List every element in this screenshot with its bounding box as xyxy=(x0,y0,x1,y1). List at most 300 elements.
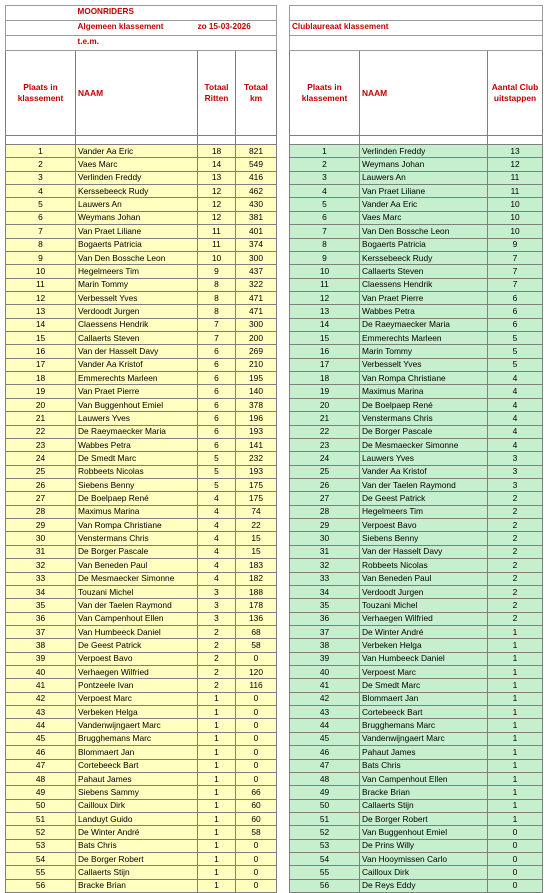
km-cell: 378 xyxy=(236,398,277,411)
name-cell: Van Buggenhout Emiel xyxy=(76,398,198,411)
table-row xyxy=(6,505,277,518)
table-row xyxy=(6,666,277,679)
rides-cell: 1 xyxy=(198,719,236,732)
name-cell: Vander Aa Eric xyxy=(76,145,198,158)
table-row xyxy=(6,879,277,892)
table-row xyxy=(6,599,277,612)
km-cell: 116 xyxy=(236,679,277,692)
rank-cell: 6 xyxy=(6,211,76,224)
name-cell: Van Hooymissen Carlo xyxy=(360,853,488,866)
trips-cell: 4 xyxy=(488,412,543,425)
name-cell: Verbeken Helga xyxy=(76,706,198,719)
name-cell: Blommaert Jan xyxy=(76,746,198,759)
table-row xyxy=(290,732,543,745)
table-row xyxy=(6,318,277,331)
name-cell: Brugghemans Marc xyxy=(360,719,488,732)
table-row xyxy=(6,799,277,812)
table-row xyxy=(290,625,543,638)
name-cell: De Borger Robert xyxy=(360,812,488,825)
rank-cell: 21 xyxy=(6,412,76,425)
table-row xyxy=(6,332,277,345)
trips-cell: 1 xyxy=(488,679,543,692)
rank-cell: 41 xyxy=(290,679,360,692)
rank-cell: 7 xyxy=(6,225,76,238)
name-cell: Vandenwijngaert Marc xyxy=(360,732,488,745)
name-cell: Verbesselt Yves xyxy=(360,358,488,371)
name-cell: Van Praet Pierre xyxy=(76,385,198,398)
trips-cell: 2 xyxy=(488,585,543,598)
trips-cell: 6 xyxy=(488,305,543,318)
table-row xyxy=(290,786,543,799)
rank-cell: 10 xyxy=(6,265,76,278)
rank-cell: 29 xyxy=(6,519,76,532)
table-row xyxy=(6,866,277,879)
rides-cell: 12 xyxy=(198,185,236,198)
table-row xyxy=(6,358,277,371)
name-cell: De Borger Robert xyxy=(76,853,198,866)
km-cell: 416 xyxy=(236,171,277,184)
rank-cell: 54 xyxy=(290,853,360,866)
name-cell: De Prins Willy xyxy=(360,839,488,852)
name-cell: Bracke Brian xyxy=(360,786,488,799)
trips-cell: 6 xyxy=(488,318,543,331)
name-cell: De Raeymaecker Maria xyxy=(76,425,198,438)
table-row xyxy=(290,572,543,585)
rank-cell: 54 xyxy=(6,853,76,866)
rank-cell: 45 xyxy=(6,732,76,745)
km-cell: 300 xyxy=(236,318,277,331)
rides-cell: 14 xyxy=(198,158,236,171)
trips-cell: 4 xyxy=(488,372,543,385)
table-row xyxy=(290,853,543,866)
rank-cell: 52 xyxy=(290,826,360,839)
trips-cell: 4 xyxy=(488,425,543,438)
table-row xyxy=(6,158,277,171)
name-cell: Marin Tommy xyxy=(360,345,488,358)
rank-cell: 38 xyxy=(6,639,76,652)
km-cell: 0 xyxy=(236,732,277,745)
rank-cell: 9 xyxy=(6,251,76,264)
rides-cell: 1 xyxy=(198,839,236,852)
name-cell: De Reys Eddy xyxy=(360,879,488,892)
rank-cell: 51 xyxy=(290,812,360,825)
trips-cell: 7 xyxy=(488,278,543,291)
rank-cell: 49 xyxy=(290,786,360,799)
km-cell: 195 xyxy=(236,372,277,385)
km-cell: 193 xyxy=(236,465,277,478)
rides-cell: 2 xyxy=(198,625,236,638)
rank-cell: 55 xyxy=(290,866,360,879)
col-header-km: Totaal km xyxy=(236,51,277,136)
name-cell: De Smedt Marc xyxy=(76,452,198,465)
rank-cell: 33 xyxy=(6,572,76,585)
name-cell: Siebens Benny xyxy=(76,478,198,491)
trips-cell: 3 xyxy=(488,452,543,465)
table-row xyxy=(290,238,543,251)
rides-cell: 5 xyxy=(198,478,236,491)
name-cell: Van Praet Pierre xyxy=(360,291,488,304)
name-cell: Van Campenhout Ellen xyxy=(76,612,198,625)
rank-cell: 41 xyxy=(6,679,76,692)
name-cell: De Boelpaep René xyxy=(360,398,488,411)
km-cell: 549 xyxy=(236,158,277,171)
table-row xyxy=(290,425,543,438)
table-row xyxy=(6,652,277,665)
rank-cell: 16 xyxy=(290,345,360,358)
rank-cell: 22 xyxy=(6,425,76,438)
km-cell: 58 xyxy=(236,826,277,839)
name-cell: Vander Aa Kristof xyxy=(76,358,198,371)
name-cell: Marin Tommy xyxy=(76,278,198,291)
trips-cell: 10 xyxy=(488,225,543,238)
name-cell: Siebens Benny xyxy=(360,532,488,545)
rank-cell: 43 xyxy=(6,706,76,719)
rides-cell: 5 xyxy=(198,465,236,478)
trips-cell: 1 xyxy=(488,799,543,812)
rank-cell: 46 xyxy=(6,746,76,759)
name-cell: Van Campenhout Ellen xyxy=(360,772,488,785)
trips-cell: 1 xyxy=(488,625,543,638)
name-cell: Touzani Michel xyxy=(76,585,198,598)
rides-cell: 4 xyxy=(198,559,236,572)
rank-cell: 22 xyxy=(290,425,360,438)
name-cell: Callaerts Steven xyxy=(360,265,488,278)
rank-cell: 29 xyxy=(290,519,360,532)
rank-cell: 20 xyxy=(290,398,360,411)
rides-cell: 6 xyxy=(198,358,236,371)
table-row xyxy=(290,666,543,679)
name-cell: Van Rompa Christiane xyxy=(360,372,488,385)
rank-cell: 17 xyxy=(290,358,360,371)
km-cell: 401 xyxy=(236,225,277,238)
km-cell: 0 xyxy=(236,772,277,785)
table-row xyxy=(6,412,277,425)
rides-cell: 1 xyxy=(198,692,236,705)
rides-cell: 5 xyxy=(198,452,236,465)
rank-cell: 28 xyxy=(6,505,76,518)
name-cell: Lauwers Yves xyxy=(76,412,198,425)
rank-cell: 30 xyxy=(290,532,360,545)
ranking-title-suffix: t.e.m. xyxy=(76,36,198,51)
name-cell: Cailloux Dirk xyxy=(76,799,198,812)
trips-cell: 4 xyxy=(488,385,543,398)
trips-cell: 1 xyxy=(488,652,543,665)
km-cell: 182 xyxy=(236,572,277,585)
table-row xyxy=(290,532,543,545)
rank-cell: 7 xyxy=(290,225,360,238)
km-cell: 188 xyxy=(236,585,277,598)
km-cell: 821 xyxy=(236,145,277,158)
km-cell: 140 xyxy=(236,385,277,398)
rank-cell: 56 xyxy=(6,879,76,892)
table-row xyxy=(290,826,543,839)
rank-cell: 56 xyxy=(290,879,360,892)
table-row xyxy=(290,879,543,892)
name-cell: Venstermans Chris xyxy=(76,532,198,545)
name-cell: Pahaut James xyxy=(76,772,198,785)
name-cell: Callaerts Stijn xyxy=(76,866,198,879)
rank-cell: 44 xyxy=(290,719,360,732)
table-row xyxy=(290,305,543,318)
rides-cell: 1 xyxy=(198,746,236,759)
table-row xyxy=(6,572,277,585)
rank-cell: 3 xyxy=(290,171,360,184)
name-cell: Van der Hasselt Davy xyxy=(360,545,488,558)
name-cell: Claessens Hendrik xyxy=(360,278,488,291)
table-row xyxy=(6,225,277,238)
name-cell: Wabbes Petra xyxy=(360,305,488,318)
rides-cell: 2 xyxy=(198,639,236,652)
trips-cell: 1 xyxy=(488,692,543,705)
km-cell: 0 xyxy=(236,652,277,665)
name-cell: De Winter André xyxy=(76,826,198,839)
km-cell: 136 xyxy=(236,612,277,625)
col-header-trips: Aantal Club uitstappen xyxy=(488,51,543,136)
rank-cell: 1 xyxy=(290,145,360,158)
rank-cell: 42 xyxy=(290,692,360,705)
km-cell: 300 xyxy=(236,251,277,264)
name-cell: Verdoodt Jurgen xyxy=(360,585,488,598)
km-cell: 0 xyxy=(236,746,277,759)
rank-cell: 6 xyxy=(290,211,360,224)
rank-cell: 47 xyxy=(290,759,360,772)
rank-cell: 20 xyxy=(6,398,76,411)
table-row xyxy=(6,706,277,719)
rides-cell: 12 xyxy=(198,211,236,224)
rank-cell: 25 xyxy=(6,465,76,478)
rank-cell: 5 xyxy=(290,198,360,211)
table-row xyxy=(6,385,277,398)
rides-cell: 6 xyxy=(198,398,236,411)
table-row xyxy=(6,786,277,799)
km-cell: 0 xyxy=(236,853,277,866)
table-row xyxy=(6,812,277,825)
name-cell: Bogaerts Patricia xyxy=(360,238,488,251)
name-cell: Van der Hasselt Davy xyxy=(76,345,198,358)
table-row xyxy=(290,358,543,371)
table-row xyxy=(290,225,543,238)
km-cell: 232 xyxy=(236,452,277,465)
rank-cell: 13 xyxy=(290,305,360,318)
rank-cell: 12 xyxy=(290,291,360,304)
trips-cell: 1 xyxy=(488,732,543,745)
name-cell: Brugghemans Marc xyxy=(76,732,198,745)
trips-cell: 11 xyxy=(488,171,543,184)
ranking-title: Algemeen klassement xyxy=(76,21,198,36)
table-row xyxy=(290,158,543,171)
rank-cell: 16 xyxy=(6,345,76,358)
rides-cell: 8 xyxy=(198,278,236,291)
table-row xyxy=(6,679,277,692)
rank-cell: 23 xyxy=(6,438,76,451)
rank-cell: 18 xyxy=(290,372,360,385)
name-cell: De Winter André xyxy=(360,625,488,638)
name-cell: Venstermans Chris xyxy=(360,412,488,425)
trips-cell: 1 xyxy=(488,772,543,785)
table-row xyxy=(290,332,543,345)
rank-cell: 35 xyxy=(6,599,76,612)
table-row xyxy=(6,198,277,211)
rank-cell: 18 xyxy=(6,372,76,385)
table-row xyxy=(290,145,543,158)
name-cell: Vander Aa Kristof xyxy=(360,465,488,478)
table-row xyxy=(290,759,543,772)
table-row xyxy=(290,492,543,505)
table-row xyxy=(290,519,543,532)
km-cell: 60 xyxy=(236,799,277,812)
table-row xyxy=(290,599,543,612)
trips-cell: 2 xyxy=(488,559,543,572)
rank-cell: 12 xyxy=(6,291,76,304)
trips-cell: 2 xyxy=(488,612,543,625)
ranking-date: zo 15-03-2026 xyxy=(198,21,277,36)
rank-cell: 49 xyxy=(6,786,76,799)
rank-cell: 46 xyxy=(290,746,360,759)
table-row xyxy=(290,706,543,719)
table-row xyxy=(6,826,277,839)
rides-cell: 4 xyxy=(198,505,236,518)
table-row xyxy=(290,251,543,264)
table-row xyxy=(290,799,543,812)
km-cell: 196 xyxy=(236,412,277,425)
rides-cell: 4 xyxy=(198,532,236,545)
rank-cell: 27 xyxy=(6,492,76,505)
trips-cell: 0 xyxy=(488,826,543,839)
rides-cell: 18 xyxy=(198,145,236,158)
km-cell: 0 xyxy=(236,719,277,732)
name-cell: Bracke Brian xyxy=(76,879,198,892)
trips-cell: 11 xyxy=(488,185,543,198)
rank-cell: 32 xyxy=(290,559,360,572)
trips-cell: 1 xyxy=(488,639,543,652)
table-row xyxy=(6,238,277,251)
rank-cell: 40 xyxy=(6,666,76,679)
table-row xyxy=(290,505,543,518)
club-laureate-table xyxy=(289,5,542,893)
table-row xyxy=(290,291,543,304)
name-cell: Maximus Marina xyxy=(360,385,488,398)
rides-cell: 6 xyxy=(198,412,236,425)
rank-cell: 30 xyxy=(6,532,76,545)
table-row xyxy=(6,211,277,224)
trips-cell: 9 xyxy=(488,238,543,251)
km-cell: 15 xyxy=(236,532,277,545)
rides-cell: 8 xyxy=(198,291,236,304)
rides-cell: 1 xyxy=(198,866,236,879)
table-row xyxy=(6,438,277,451)
rank-cell: 38 xyxy=(290,639,360,652)
km-cell: 183 xyxy=(236,559,277,572)
rides-cell: 1 xyxy=(198,786,236,799)
rank-cell: 43 xyxy=(290,706,360,719)
table-row xyxy=(290,772,543,785)
rank-cell: 24 xyxy=(290,452,360,465)
rank-cell: 37 xyxy=(290,625,360,638)
rank-cell: 33 xyxy=(290,572,360,585)
trips-cell: 4 xyxy=(488,438,543,451)
table-row xyxy=(290,612,543,625)
rank-cell: 47 xyxy=(6,759,76,772)
table-row xyxy=(6,465,277,478)
name-cell: Weymans Johan xyxy=(76,211,198,224)
rank-cell: 24 xyxy=(6,452,76,465)
km-cell: 15 xyxy=(236,545,277,558)
rank-cell: 19 xyxy=(6,385,76,398)
rides-cell: 2 xyxy=(198,666,236,679)
km-cell: 175 xyxy=(236,478,277,491)
rank-cell: 34 xyxy=(290,585,360,598)
name-cell: De Smedt Marc xyxy=(360,679,488,692)
table-row xyxy=(290,372,543,385)
name-cell: Van Humbeeck Daniel xyxy=(76,625,198,638)
name-cell: Emmerechts Marleen xyxy=(76,372,198,385)
name-cell: Robbeets Nicolas xyxy=(76,465,198,478)
rides-cell: 1 xyxy=(198,853,236,866)
rank-cell: 9 xyxy=(290,251,360,264)
trips-cell: 0 xyxy=(488,879,543,892)
table-row xyxy=(290,746,543,759)
km-cell: 471 xyxy=(236,291,277,304)
rides-cell: 8 xyxy=(198,305,236,318)
rank-cell: 3 xyxy=(6,171,76,184)
trips-cell: 2 xyxy=(488,572,543,585)
table-row xyxy=(290,639,543,652)
table-row xyxy=(290,171,543,184)
km-cell: 193 xyxy=(236,425,277,438)
name-cell: De Mesmaecker Simonne xyxy=(360,438,488,451)
table-row xyxy=(6,345,277,358)
table-row xyxy=(6,478,277,491)
trips-cell: 5 xyxy=(488,345,543,358)
rank-cell: 50 xyxy=(290,799,360,812)
name-cell: Van Beneden Paul xyxy=(76,559,198,572)
rides-cell: 1 xyxy=(198,732,236,745)
rank-cell: 21 xyxy=(290,412,360,425)
name-cell: Cailloux Dirk xyxy=(360,866,488,879)
name-cell: Wabbes Petra xyxy=(76,438,198,451)
table-row xyxy=(6,585,277,598)
name-cell: Kerssebeeck Rudy xyxy=(360,251,488,264)
table-row xyxy=(6,291,277,304)
km-cell: 430 xyxy=(236,198,277,211)
general-ranking-table xyxy=(5,5,276,893)
table-row xyxy=(290,265,543,278)
name-cell: Verpoest Bavo xyxy=(76,652,198,665)
table-row xyxy=(290,412,543,425)
rank-cell: 17 xyxy=(6,358,76,371)
rank-cell: 44 xyxy=(6,719,76,732)
name-cell: Vaes Marc xyxy=(76,158,198,171)
col-header-name: NAAM xyxy=(76,51,198,136)
km-cell: 462 xyxy=(236,185,277,198)
name-cell: Verpoest Bavo xyxy=(360,519,488,532)
rank-cell: 19 xyxy=(290,385,360,398)
name-cell: Bogaerts Patricia xyxy=(76,238,198,251)
name-cell: Callaerts Stijn xyxy=(360,799,488,812)
rank-cell: 14 xyxy=(6,318,76,331)
km-cell: 58 xyxy=(236,639,277,652)
name-cell: Verpoest Marc xyxy=(76,692,198,705)
rank-cell: 35 xyxy=(290,599,360,612)
rides-cell: 4 xyxy=(198,492,236,505)
name-cell: Van Praet Liliane xyxy=(360,185,488,198)
trips-cell: 2 xyxy=(488,599,543,612)
rank-cell: 40 xyxy=(290,666,360,679)
rides-cell: 4 xyxy=(198,572,236,585)
name-cell: Siebens Sammy xyxy=(76,786,198,799)
rides-cell: 9 xyxy=(198,265,236,278)
name-cell: Van der Taelen Raymond xyxy=(360,478,488,491)
